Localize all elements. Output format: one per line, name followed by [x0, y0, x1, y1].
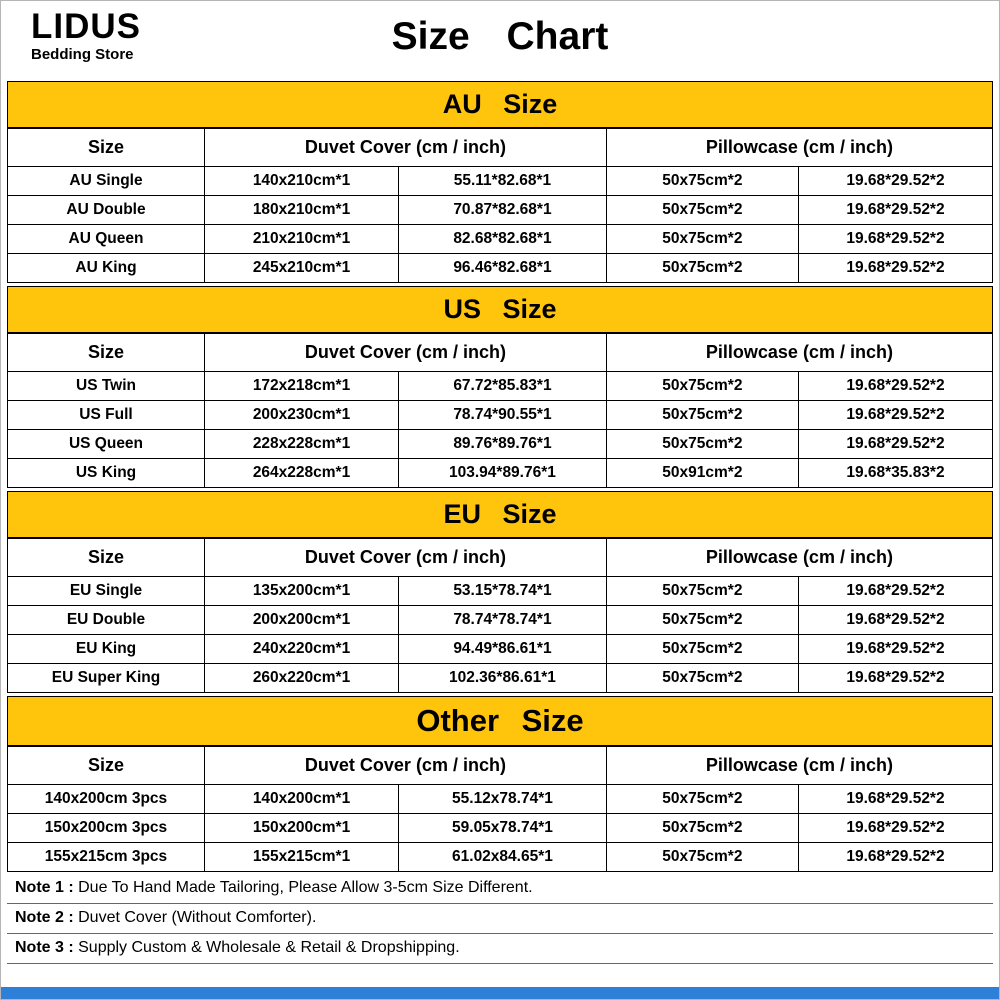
duvet-inch-cell: 96.46*82.68*1	[399, 254, 607, 283]
pillow-cm-cell: 50x75cm*2	[606, 430, 798, 459]
duvet-inch-cell: 82.68*82.68*1	[399, 225, 607, 254]
column-header-size: Size	[8, 129, 205, 167]
duvet-cm-cell: 240x220cm*1	[205, 635, 399, 664]
pillow-inch-cell: 19.68*29.52*2	[798, 430, 992, 459]
table-row	[8, 606, 993, 635]
duvet-cm-cell: 200x230cm*1	[205, 401, 399, 430]
duvet-cm-cell: 150x200cm*1	[205, 814, 399, 843]
size-name-cell: 150x200cm 3pcs	[8, 814, 205, 843]
table-header-row	[8, 747, 993, 785]
store-logo	[31, 9, 141, 62]
duvet-cm-cell: 210x210cm*1	[205, 225, 399, 254]
pillow-cm-cell: 50x75cm*2	[606, 664, 798, 693]
duvet-cm-cell: 228x228cm*1	[205, 430, 399, 459]
column-header-pillowcase: Pillowcase (cm / inch)	[606, 334, 992, 372]
note-text: Supply Custom & Wholesale & Retail & Dropshipping.	[78, 939, 460, 956]
pillow-inch-cell: 19.68*29.52*2	[798, 843, 992, 872]
duvet-inch-cell: 78.74*78.74*1	[399, 606, 607, 635]
pillow-inch-cell: 19.68*29.52*2	[798, 372, 992, 401]
duvet-inch-cell: 78.74*90.55*1	[399, 401, 607, 430]
duvet-inch-cell: 102.36*86.61*1	[399, 664, 607, 693]
duvet-cm-cell: 245x210cm*1	[205, 254, 399, 283]
eu-size-table	[7, 538, 993, 693]
pillow-cm-cell: 50x75cm*2	[606, 606, 798, 635]
column-header-duvet: Duvet Cover (cm / inch)	[205, 334, 607, 372]
table-row	[8, 785, 993, 814]
column-header-pillowcase: Pillowcase (cm / inch)	[606, 747, 992, 785]
size-name-cell: EU Super King	[8, 664, 205, 693]
column-header-size: Size	[8, 539, 205, 577]
duvet-inch-cell: 89.76*89.76*1	[399, 430, 607, 459]
duvet-cm-cell: 172x218cm*1	[205, 372, 399, 401]
table-row	[8, 372, 993, 401]
size-name-cell: 155x215cm 3pcs	[8, 843, 205, 872]
au-size-table	[7, 128, 993, 283]
size-name-cell: US Queen	[8, 430, 205, 459]
duvet-inch-cell: 59.05x78.74*1	[399, 814, 607, 843]
size-name-cell: US King	[8, 459, 205, 488]
page-title: Size Chart	[391, 15, 609, 58]
us-size-table	[7, 333, 993, 488]
size-name-cell: US Twin	[8, 372, 205, 401]
duvet-cm-cell: 140x200cm*1	[205, 785, 399, 814]
size-name-cell: AU Double	[8, 196, 205, 225]
table-row	[8, 254, 993, 283]
column-header-duvet: Duvet Cover (cm / inch)	[205, 129, 607, 167]
table-header-row	[8, 129, 993, 167]
duvet-cm-cell: 155x215cm*1	[205, 843, 399, 872]
note-text: Due To Hand Made Tailoring, Please Allow 3-5cm Size Different.	[78, 879, 533, 896]
duvet-inch-cell: 61.02x84.65*1	[399, 843, 607, 872]
table-header-row	[8, 334, 993, 372]
table-row	[8, 635, 993, 664]
section-other	[7, 693, 993, 872]
size-chart-content	[1, 81, 999, 987]
note-text: Duvet Cover (Without Comforter).	[78, 909, 317, 926]
banner-other: Other Size	[7, 696, 993, 746]
pillow-cm-cell: 50x75cm*2	[606, 785, 798, 814]
note-label: Note 3 :	[15, 939, 74, 956]
table-row	[8, 225, 993, 254]
pillow-inch-cell: 19.68*29.52*2	[798, 814, 992, 843]
pillow-inch-cell: 19.68*29.52*2	[798, 785, 992, 814]
duvet-inch-cell: 55.12x78.74*1	[399, 785, 607, 814]
duvet-inch-cell: 94.49*86.61*1	[399, 635, 607, 664]
pillow-cm-cell: 50x75cm*2	[606, 225, 798, 254]
pillow-inch-cell: 19.68*29.52*2	[798, 635, 992, 664]
pillow-inch-cell: 19.68*29.52*2	[798, 225, 992, 254]
table-row	[8, 843, 993, 872]
column-header-pillowcase: Pillowcase (cm / inch)	[606, 539, 992, 577]
notes	[7, 874, 993, 964]
pillow-inch-cell: 19.68*29.52*2	[798, 401, 992, 430]
column-header-pillowcase: Pillowcase (cm / inch)	[606, 129, 992, 167]
duvet-cm-cell: 264x228cm*1	[205, 459, 399, 488]
duvet-cm-cell: 135x200cm*1	[205, 577, 399, 606]
table-row	[8, 664, 993, 693]
pillow-inch-cell: 19.68*29.52*2	[798, 577, 992, 606]
column-header-duvet: Duvet Cover (cm / inch)	[205, 539, 607, 577]
pillow-inch-cell: 19.68*35.83*2	[798, 459, 992, 488]
size-name-cell: AU Single	[8, 167, 205, 196]
pillow-inch-cell: 19.68*29.52*2	[798, 167, 992, 196]
column-header-size: Size	[8, 334, 205, 372]
column-header-duvet: Duvet Cover (cm / inch)	[205, 747, 607, 785]
duvet-cm-cell: 200x200cm*1	[205, 606, 399, 635]
note-row	[7, 904, 993, 934]
column-header-size: Size	[8, 747, 205, 785]
pillow-inch-cell: 19.68*29.52*2	[798, 196, 992, 225]
pillow-cm-cell: 50x75cm*2	[606, 401, 798, 430]
section-au	[7, 81, 993, 283]
store-tagline: Bedding Store	[31, 46, 134, 63]
duvet-cm-cell: 140x210cm*1	[205, 167, 399, 196]
section-us	[7, 283, 993, 488]
table-row	[8, 167, 993, 196]
pillow-cm-cell: 50x75cm*2	[606, 196, 798, 225]
pillow-cm-cell: 50x75cm*2	[606, 254, 798, 283]
pillow-cm-cell: 50x75cm*2	[606, 843, 798, 872]
size-name-cell: EU King	[8, 635, 205, 664]
table-row	[8, 459, 993, 488]
duvet-inch-cell: 103.94*89.76*1	[399, 459, 607, 488]
store-name: LIDUS	[31, 7, 141, 46]
footer-bar	[1, 987, 999, 999]
table-row	[8, 430, 993, 459]
table-row	[8, 196, 993, 225]
other-size-table	[7, 746, 993, 872]
size-name-cell: EU Single	[8, 577, 205, 606]
pillow-inch-cell: 19.68*29.52*2	[798, 606, 992, 635]
pillow-cm-cell: 50x75cm*2	[606, 635, 798, 664]
duvet-inch-cell: 67.72*85.83*1	[399, 372, 607, 401]
duvet-inch-cell: 53.15*78.74*1	[399, 577, 607, 606]
banner-us: US Size	[7, 286, 993, 333]
duvet-inch-cell: 55.11*82.68*1	[399, 167, 607, 196]
banner-au: AU Size	[7, 81, 993, 128]
section-eu	[7, 488, 993, 693]
duvet-cm-cell: 180x210cm*1	[205, 196, 399, 225]
size-name-cell: AU Queen	[8, 225, 205, 254]
pillow-cm-cell: 50x75cm*2	[606, 577, 798, 606]
pillow-cm-cell: 50x75cm*2	[606, 814, 798, 843]
note-label: Note 1 :	[15, 879, 74, 896]
size-name-cell: 140x200cm 3pcs	[8, 785, 205, 814]
note-label: Note 2 :	[15, 909, 74, 926]
banner-eu: EU Size	[7, 491, 993, 538]
duvet-inch-cell: 70.87*82.68*1	[399, 196, 607, 225]
table-row	[8, 577, 993, 606]
size-name-cell: US Full	[8, 401, 205, 430]
table-header-row	[8, 539, 993, 577]
pillow-inch-cell: 19.68*29.52*2	[798, 664, 992, 693]
pillow-cm-cell: 50x75cm*2	[606, 167, 798, 196]
size-name-cell: EU Double	[8, 606, 205, 635]
table-row	[8, 401, 993, 430]
pillow-inch-cell: 19.68*29.52*2	[798, 254, 992, 283]
size-name-cell: AU King	[8, 254, 205, 283]
pillow-cm-cell: 50x75cm*2	[606, 372, 798, 401]
note-row	[7, 874, 993, 904]
duvet-cm-cell: 260x220cm*1	[205, 664, 399, 693]
pillow-cm-cell: 50x91cm*2	[606, 459, 798, 488]
table-row	[8, 814, 993, 843]
page-header	[1, 1, 999, 81]
note-row	[7, 934, 993, 964]
